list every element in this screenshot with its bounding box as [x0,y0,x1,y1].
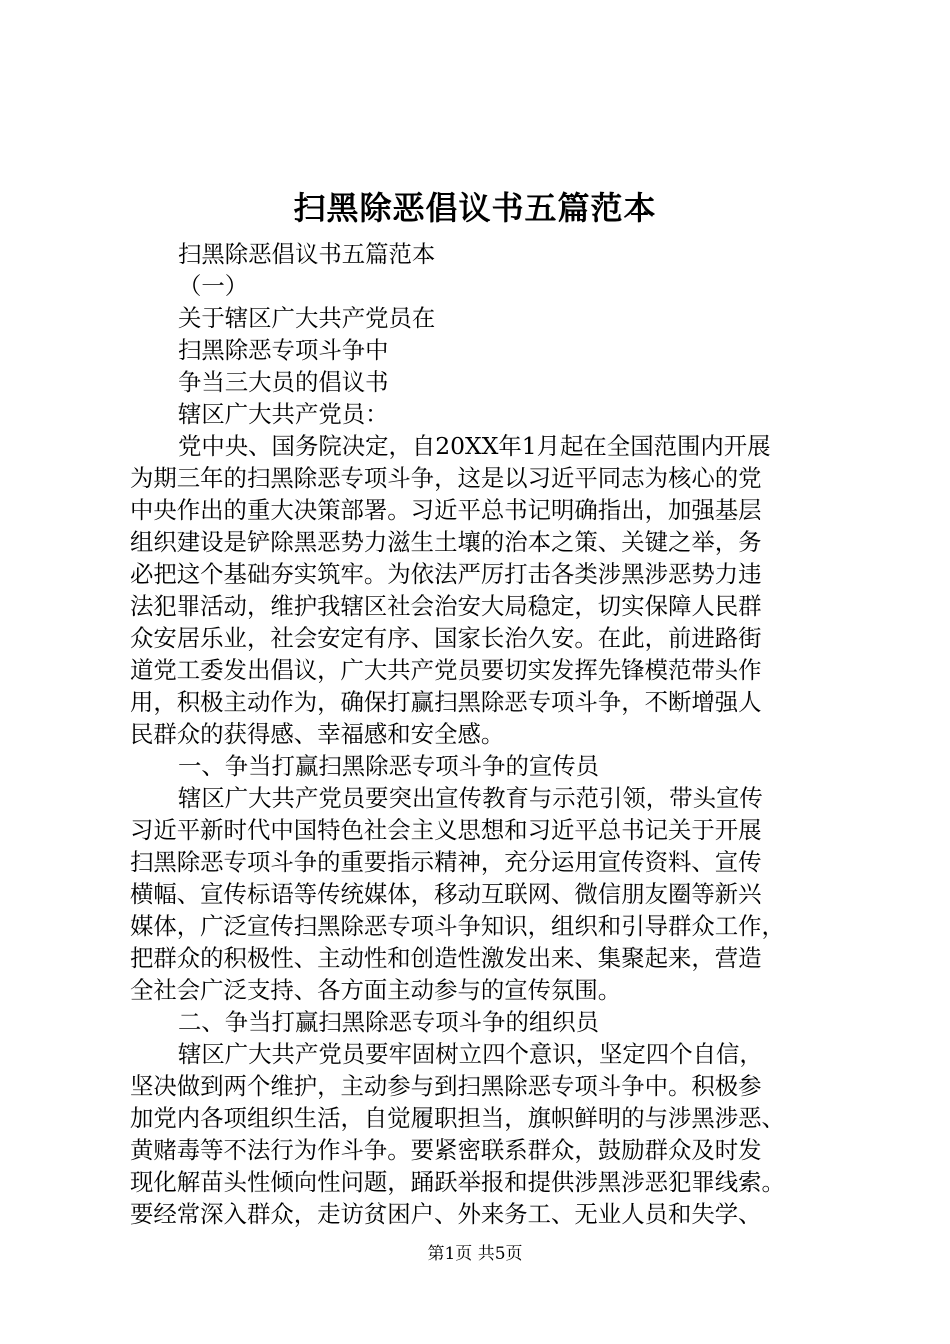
text-line: 辖区广大共产党员要突出宣传教育与示范引领，带头宣传 [178,784,763,812]
document-body [130,238,830,1230]
text-line: （一） [178,272,249,300]
text-line: 扫黑除恶倡议书五篇范本 [178,240,436,268]
text-line: 用，积极主动作为，确保打赢扫黑除恶专项斗争，不断增强人 [130,688,762,716]
text-line: 扫黑除恶专项斗争的重要指示精神，充分运用宣传资料、宣传 [130,848,762,876]
text-line: 党中央、国务院决定，自20XX年1月起在全国范围内开展 [178,432,771,460]
text-line: 争当三大员的倡议书 [178,368,389,396]
text-line: 关于辖区广大共产党员在 [178,304,436,332]
text-line: 辖区广大共产党员： [178,400,389,428]
text-line: 一、争当打赢扫黑除恶专项斗争的宣传员 [178,752,600,780]
text-line: 坚决做到两个维护，主动参与到扫黑除恶专项斗争中。积极参 [130,1072,762,1100]
text-line: 为期三年的扫黑除恶专项斗争，这是以习近平同志为核心的党 [130,464,762,492]
text-line: 道党工委发出倡议，广大共产党员要切实发挥先锋模范带头作 [130,656,762,684]
text-line: 黄赌毒等不法行为作斗争。要紧密联系群众，鼓励群众及时发 [130,1136,762,1164]
text-line: 把群众的积极性、主动性和创造性激发出来、集聚起来，营造 [130,944,762,972]
text-line: 中央作出的重大决策部署。习近平总书记明确指出，加强基层 [130,496,762,524]
text-line: 要经常深入群众，走访贫困户、外来务工、无业人员和失学、 [130,1200,762,1228]
text-line: 辖区广大共产党员要牢固树立四个意识，坚定四个自信， [178,1040,763,1068]
text-line: 必把这个基础夯实筑牢。为依法严厉打击各类涉黑涉恶势力违 [130,560,762,588]
text-line: 横幅、宣传标语等传统媒体，移动互联网、微信朋友圈等新兴 [130,880,762,908]
page-footer: 第1页 共5页 [427,1244,523,1264]
text-line: 习近平新时代中国特色社会主义思想和习近平总书记关于开展 [130,816,762,844]
text-line: 现化解苗头性倾向性问题，踊跃举报和提供涉黑涉恶犯罪线索。 [130,1168,785,1196]
text-line: 二、争当打赢扫黑除恶专项斗争的组织员 [178,1008,600,1036]
text-line: 众安居乐业，社会安定有序、国家长治久安。在此，前进路街 [130,624,762,652]
text-line: 扫黑除恶专项斗争中 [178,336,389,364]
text-line: 组织建设是铲除黑恶势力滋生土壤的治本之策、关键之举，务 [130,528,762,556]
text-line: 法犯罪活动，维护我辖区社会治安大局稳定，切实保障人民群 [130,592,762,620]
text-line: 民群众的获得感、幸福感和安全感。 [130,720,505,748]
text-line: 加党内各项组织生活，自觉履职担当，旗帜鲜明的与涉黑涉恶、 [130,1104,785,1132]
text-line: 媒体，广泛宣传扫黑除恶专项斗争知识，组织和引导群众工作， [130,912,785,940]
document-title: 扫黑除恶倡议书五篇范本 [293,189,657,227]
text-line: 全社会广泛支持、各方面主动参与的宣传氛围。 [130,976,622,1004]
